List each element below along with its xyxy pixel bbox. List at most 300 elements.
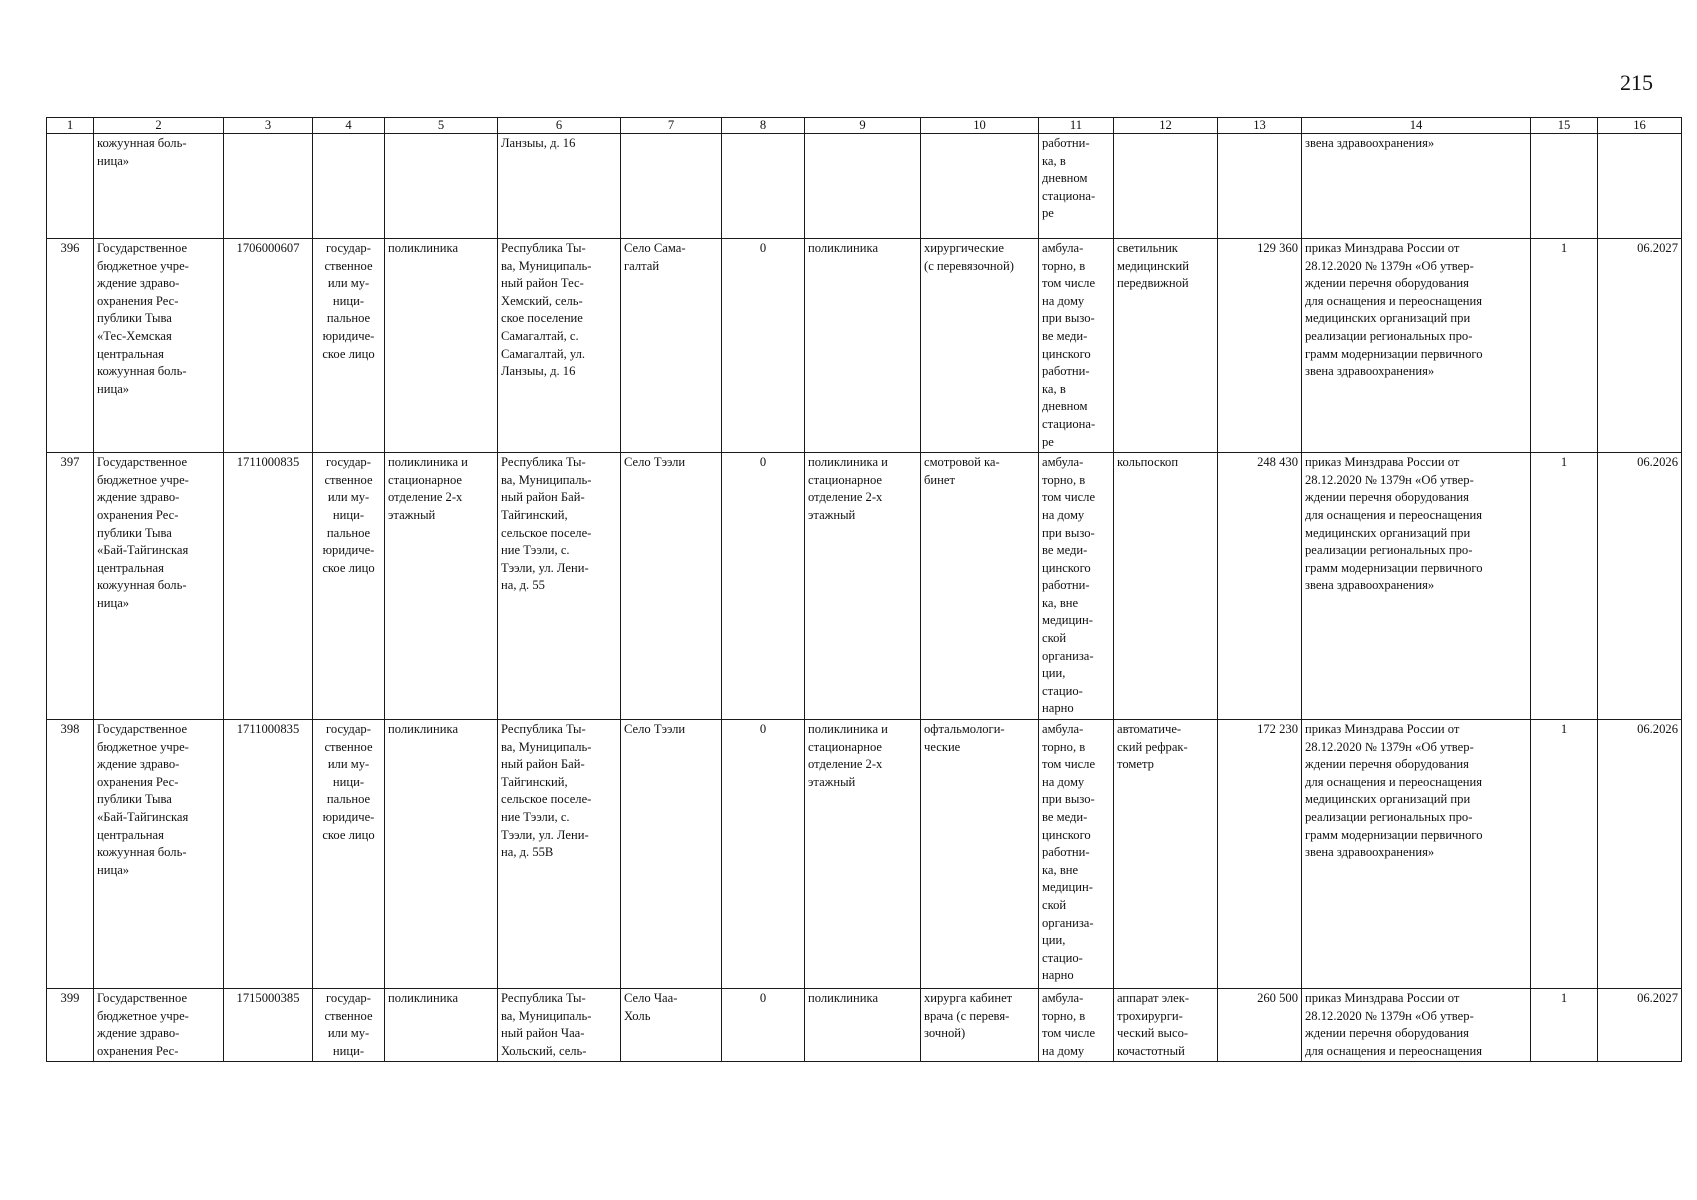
cell-line: ственное [324, 1008, 373, 1023]
cell-line: на дому [1042, 1043, 1085, 1058]
cell-line: для оснащения и переоснащения [1305, 507, 1483, 522]
cell-line: стацио- [1042, 950, 1083, 965]
cell-line: ское поселение [501, 311, 583, 326]
department-cell [805, 989, 921, 1062]
row-number-cell: 397 [47, 453, 94, 720]
inn-cell: 1711000835 [224, 720, 313, 989]
cell-line: ка, в [1042, 381, 1066, 396]
cell-line: кожуунная боль- [97, 578, 187, 593]
delivery-date-cell: 06.2026 [1598, 720, 1682, 989]
cell-line: поликлиника и [808, 722, 888, 737]
cell-line: ственное [324, 472, 373, 487]
cell-line: торно, в [1042, 1008, 1086, 1023]
cell-line: звена здравоохранения» [1305, 136, 1435, 150]
cell-line: ние Тээли, с. [501, 810, 570, 824]
price-cell: 260 500 [1218, 989, 1302, 1062]
price-cell: 172 230 [1218, 720, 1302, 989]
table-row [47, 453, 1682, 720]
equipment-name-cell [1114, 989, 1218, 1062]
distance-cell [722, 134, 805, 239]
cell-line: смотровой ка- [924, 455, 1000, 470]
cell-line: поликлиника и [388, 455, 468, 470]
building-type-cell [385, 720, 498, 989]
cell-line: Тайгинский, [501, 507, 568, 522]
address-cell [498, 989, 621, 1062]
cell-line: том числе [1042, 1026, 1096, 1041]
cell-line: амбула- [1042, 722, 1084, 737]
cell-line: государ- [326, 991, 371, 1006]
header-cell-2: 2 [94, 118, 224, 134]
cell-line: для оснащения и переоснащения [1305, 774, 1483, 789]
cell-line: охранения Рес- [97, 293, 179, 308]
building-type-cell [385, 134, 498, 239]
cell-line: сельское поселе- [501, 792, 592, 807]
cell-line: ре [1042, 206, 1054, 221]
cell-line: медицинских организаций при [1305, 792, 1471, 807]
cell-line: поликлиника и [808, 455, 888, 470]
legal-basis-cell [1302, 720, 1531, 989]
cell-line: ской [1042, 631, 1067, 646]
cell-line: Тээли, ул. Лени- [501, 560, 589, 575]
inn-cell: 1711000835 [224, 453, 313, 720]
header-cell-11: 11 [1039, 118, 1114, 134]
cell-line: при вызо- [1042, 311, 1095, 326]
row-number-cell: 396 [47, 239, 94, 453]
cell-line: ва, Муниципаль- [501, 472, 592, 487]
header-cell-8: 8 [722, 118, 805, 134]
cell-line: пальное [326, 525, 371, 540]
table-row [47, 720, 1682, 989]
room-type-cell [921, 720, 1039, 989]
room-type-cell [921, 989, 1039, 1062]
header-cell-3: 3 [224, 118, 313, 134]
delivery-date-cell [1598, 134, 1682, 239]
inn-cell: 1715000385 [224, 989, 313, 1062]
institution-name-cell [94, 134, 224, 239]
quantity-cell [1531, 134, 1598, 239]
cell-line: торно, в [1042, 258, 1086, 273]
cell-line: публики Тыва [97, 792, 172, 807]
header-cell-12: 12 [1114, 118, 1218, 134]
cell-line: государ- [326, 455, 371, 470]
legal-basis-cell [1302, 239, 1531, 453]
cell-line: стационарное [808, 472, 883, 487]
cell-line: юридиче- [322, 810, 375, 824]
cell-line: приказ Минздрава России от [1305, 455, 1460, 470]
cell-line: Тээли, ул. Лени- [501, 827, 589, 842]
cell-line: кожуунная боль- [97, 136, 187, 150]
cell-line: отделение 2-х [808, 490, 883, 505]
cell-line: ской [1042, 897, 1067, 912]
cell-line: амбула- [1042, 241, 1084, 255]
cell-line: ции, [1042, 666, 1066, 681]
settlement-cell [621, 239, 722, 453]
cell-line: при вызо- [1042, 792, 1095, 807]
cell-line: Хольский, сель- [501, 1043, 587, 1058]
cell-line: ре [1042, 434, 1054, 449]
cell-line: звена здравоохранения» [1305, 578, 1435, 593]
row-number-cell: 398 [47, 720, 94, 989]
cell-line: приказ Минздрава России от [1305, 722, 1460, 737]
cell-line: ции, [1042, 933, 1066, 948]
cell-line: юридиче- [322, 328, 375, 343]
quantity-cell: 1 [1531, 989, 1598, 1062]
legal-form-cell [313, 720, 385, 989]
equipment-name-cell [1114, 453, 1218, 720]
header-cell-6: 6 [498, 118, 621, 134]
cell-line: кочастотный [1117, 1043, 1185, 1058]
cell-line: охранения Рес- [97, 1043, 179, 1058]
cell-line: звена здравоохранения» [1305, 364, 1435, 379]
price-cell [1218, 134, 1302, 239]
cell-line: или му- [327, 276, 370, 291]
cell-line: стационарное [808, 739, 883, 754]
department-cell [805, 134, 921, 239]
cell-line: Государственное [97, 241, 188, 255]
address-cell [498, 720, 621, 989]
cell-line: ждение здраво- [97, 276, 180, 291]
institution-name-cell [94, 989, 224, 1062]
cell-line: ва, Муниципаль- [501, 739, 592, 754]
settlement-cell [621, 989, 722, 1062]
cell-line: Республика Ты- [501, 241, 586, 255]
header-cell-14: 14 [1302, 118, 1531, 134]
cell-line: или му- [327, 490, 370, 505]
cell-line: ници- [332, 507, 365, 522]
cell-line: ка, вне [1042, 862, 1079, 877]
delivery-date-cell: 06.2027 [1598, 989, 1682, 1062]
address-cell [498, 134, 621, 239]
cell-line: бюджетное учре- [97, 1008, 189, 1023]
care-conditions-cell [1039, 239, 1114, 453]
row-number-cell [47, 134, 94, 239]
cell-line: звена здравоохранения» [1305, 845, 1435, 860]
cell-line: Самагалтай, ул. [501, 346, 586, 361]
table-row [47, 134, 1682, 239]
cell-line: ский рефрак- [1117, 739, 1188, 754]
care-conditions-cell [1039, 989, 1114, 1062]
room-type-cell [921, 239, 1039, 453]
cell-line: ный район Тес- [501, 276, 584, 291]
page-number: 215 [1620, 70, 1653, 95]
equipment-name-cell [1114, 720, 1218, 989]
department-cell [805, 239, 921, 453]
cell-line: том числе [1042, 757, 1096, 772]
header-cell-5: 5 [385, 118, 498, 134]
cell-line: Село Тээли [624, 722, 686, 737]
cell-line: приказ Минздрава России от [1305, 241, 1460, 255]
cell-line: работни- [1042, 136, 1090, 150]
cell-line: приказ Минздрава России от [1305, 991, 1460, 1006]
building-type-cell [385, 239, 498, 453]
cell-line: автоматиче- [1117, 722, 1182, 737]
legal-form-cell [313, 453, 385, 720]
cell-line: «Бай-Тайгинская [97, 810, 189, 824]
cell-line: хирурга кабинет [924, 991, 1013, 1006]
row-number-cell: 399 [47, 989, 94, 1062]
cell-line: светильник [1117, 241, 1178, 255]
cell-line: ственное [324, 739, 373, 754]
cell-line: торно, в [1042, 472, 1086, 487]
legal-basis-cell [1302, 989, 1531, 1062]
cell-line: ный район Бай- [501, 757, 585, 772]
distance-cell: 0 [722, 239, 805, 453]
cell-line: трохирурги- [1117, 1008, 1183, 1023]
cell-line: медицинских организаций при [1305, 525, 1471, 540]
cell-line: ница» [97, 153, 130, 168]
cell-line: Хемский, сель- [501, 293, 583, 308]
cell-line: том числе [1042, 490, 1096, 505]
cell-line: передвижной [1117, 276, 1189, 291]
cell-line: Республика Ты- [501, 991, 586, 1006]
cell-line: кожуунная боль- [97, 364, 187, 379]
table-row [47, 989, 1682, 1062]
cell-line: Село Сама- [624, 241, 686, 255]
cell-line: работни- [1042, 845, 1090, 860]
cell-line: публики Тыва [97, 311, 172, 326]
cell-line: реализации региональных про- [1305, 810, 1473, 824]
legal-form-cell [313, 989, 385, 1062]
equipment-name-cell [1114, 239, 1218, 453]
cell-line: пальное [326, 792, 371, 807]
cell-line: на дому [1042, 507, 1085, 522]
header-cell-4: 4 [313, 118, 385, 134]
cell-line: медицинский [1117, 258, 1189, 273]
cell-line: охранения Рес- [97, 774, 179, 789]
cell-line: ве меди- [1042, 328, 1088, 343]
cell-line: медицинских организаций при [1305, 311, 1471, 326]
cell-line: Республика Ты- [501, 722, 586, 737]
cell-line: ка, вне [1042, 595, 1079, 610]
cell-line: ждении перечня оборудования [1305, 490, 1469, 505]
settlement-cell [621, 134, 722, 239]
cell-line: бюджетное учре- [97, 472, 189, 487]
cell-line: ждении перечня оборудования [1305, 1026, 1469, 1041]
cell-line: ское лицо [322, 827, 375, 842]
cell-line: 28.12.2020 № 1379н «Об утвер- [1305, 258, 1474, 273]
cell-line: поликлиника [808, 991, 879, 1006]
cell-line: на, д. 55В [501, 845, 554, 860]
cell-line: центральная [97, 346, 164, 361]
price-cell: 248 430 [1218, 453, 1302, 720]
cell-line: реализации региональных про- [1305, 328, 1473, 343]
cell-line: ва, Муниципаль- [501, 258, 592, 273]
cell-line: ный район Чаа- [501, 1026, 585, 1041]
cell-line: том числе [1042, 276, 1096, 291]
cell-line: поликлиника [388, 241, 459, 255]
cell-line: (с перевязочной) [924, 258, 1014, 273]
room-type-cell [921, 453, 1039, 720]
cell-line: Холь [624, 1008, 651, 1023]
cell-line: организа- [1042, 648, 1094, 663]
cell-line: на дому [1042, 774, 1085, 789]
cell-line: ка, в [1042, 153, 1066, 168]
price-cell: 129 360 [1218, 239, 1302, 453]
department-cell [805, 453, 921, 720]
care-conditions-cell [1039, 134, 1114, 239]
cell-line: стационарное [388, 472, 463, 487]
cell-line: ждение здраво- [97, 490, 180, 505]
cell-line: государ- [326, 241, 371, 255]
cell-line: амбула- [1042, 991, 1084, 1006]
cell-line: ждении перечня оборудования [1305, 276, 1469, 291]
cell-line: организа- [1042, 915, 1094, 930]
cell-line: поликлиника [388, 722, 459, 737]
cell-line: отделение 2-х [808, 757, 883, 772]
cell-line: Государственное [97, 455, 188, 470]
cell-line: сельское поселе- [501, 525, 592, 540]
cell-line: ве меди- [1042, 543, 1088, 558]
legal-form-cell [313, 239, 385, 453]
cell-line: Село Тээли [624, 455, 686, 470]
cell-line: ница» [97, 381, 130, 396]
legal-basis-cell [1302, 453, 1531, 720]
cell-line: тометр [1117, 757, 1154, 772]
cell-line: поликлиника [388, 991, 459, 1006]
distance-cell: 0 [722, 720, 805, 989]
cell-line: работни- [1042, 578, 1090, 593]
institution-name-cell [94, 239, 224, 453]
cell-line: ственное [324, 258, 373, 273]
header-cell-16: 16 [1598, 118, 1682, 134]
cell-line: цинского [1042, 827, 1091, 842]
cell-line: ческий высо- [1117, 1026, 1189, 1041]
cell-line: 28.12.2020 № 1379н «Об утвер- [1305, 472, 1474, 487]
cell-line: или му- [327, 1026, 370, 1041]
header-cell-10: 10 [921, 118, 1039, 134]
cell-line: Республика Ты- [501, 455, 586, 470]
cell-line: ждение здраво- [97, 1026, 180, 1041]
equipment-name-cell [1114, 134, 1218, 239]
building-type-cell [385, 989, 498, 1062]
quantity-cell: 1 [1531, 453, 1598, 720]
cell-line: нарно [1042, 968, 1074, 983]
cell-line: Тайгинский, [501, 774, 568, 789]
cell-line: ници- [332, 293, 365, 308]
cell-line: на дому [1042, 293, 1085, 308]
department-cell [805, 720, 921, 989]
column-number-header [47, 118, 1682, 134]
header-cell-7: 7 [621, 118, 722, 134]
care-conditions-cell [1039, 720, 1114, 989]
cell-line: медицин- [1042, 613, 1093, 628]
institution-name-cell [94, 720, 224, 989]
header-cell-9: 9 [805, 118, 921, 134]
cell-line: ници- [332, 1043, 365, 1058]
cell-line: этажный [808, 507, 856, 522]
cell-line: Самагалтай, с. [501, 328, 579, 343]
cell-line: государ- [326, 722, 371, 737]
table-row [47, 239, 1682, 453]
cell-line: кольпоскоп [1117, 455, 1179, 470]
cell-line: амбула- [1042, 455, 1084, 470]
cell-line: Государственное [97, 991, 188, 1006]
quantity-cell: 1 [1531, 239, 1598, 453]
cell-line: офтальмологи- [924, 722, 1005, 737]
inn-cell [224, 134, 313, 239]
header-cell-15: 15 [1531, 118, 1598, 134]
cell-line: этажный [388, 507, 436, 522]
cell-line: дневном [1042, 399, 1088, 414]
cell-line: ское лицо [322, 560, 375, 575]
cell-line: галтай [624, 258, 660, 273]
equipment-table [46, 117, 1682, 1062]
cell-line: реализации региональных про- [1305, 543, 1473, 558]
cell-line: ница» [97, 595, 130, 610]
settlement-cell [621, 720, 722, 989]
cell-line: поликлиника [808, 241, 879, 255]
cell-line: «Бай-Тайгинская [97, 543, 189, 558]
cell-line: нарно [1042, 701, 1074, 716]
cell-line: для оснащения и переоснащения [1305, 293, 1483, 308]
inn-cell: 1706000607 [224, 239, 313, 453]
care-conditions-cell [1039, 453, 1114, 720]
cell-line: ние Тээли, с. [501, 543, 570, 558]
cell-line: пальное [326, 311, 371, 326]
cell-line: публики Тыва [97, 525, 172, 540]
cell-line: Село Чаа- [624, 991, 678, 1006]
cell-line: стацио- [1042, 683, 1083, 698]
cell-line: работни- [1042, 364, 1090, 379]
cell-line: бюджетное учре- [97, 739, 189, 754]
cell-line: кожуунная боль- [97, 845, 187, 860]
cell-line: аппарат элек- [1117, 991, 1190, 1006]
cell-line: 28.12.2020 № 1379н «Об утвер- [1305, 1008, 1474, 1023]
cell-line: ница» [97, 862, 130, 877]
cell-line: стациона- [1042, 416, 1096, 431]
cell-line: ный район Бай- [501, 490, 585, 505]
cell-line: цинского [1042, 560, 1091, 575]
cell-line: стациона- [1042, 188, 1096, 203]
cell-line: «Тес-Хемская [97, 328, 172, 343]
header-cell-13: 13 [1218, 118, 1302, 134]
cell-line: врача (с перевя- [924, 1008, 1010, 1023]
cell-line: хирургические [924, 241, 1004, 255]
distance-cell: 0 [722, 453, 805, 720]
cell-line: медицин- [1042, 880, 1093, 895]
institution-name-cell [94, 453, 224, 720]
address-cell [498, 239, 621, 453]
cell-line: или му- [327, 757, 370, 772]
legal-basis-cell [1302, 134, 1531, 239]
address-cell [498, 453, 621, 720]
cell-line: ское лицо [322, 346, 375, 361]
cell-line: отделение 2-х [388, 490, 463, 505]
cell-line: на, д. 55 [501, 578, 545, 593]
cell-line: ждении перечня оборудования [1305, 757, 1469, 772]
cell-line: ве меди- [1042, 810, 1088, 824]
cell-line: торно, в [1042, 739, 1086, 754]
cell-line: для оснащения и переоснащения [1305, 1043, 1483, 1058]
cell-line: Государственное [97, 722, 188, 737]
cell-line: бинет [924, 472, 955, 487]
cell-line: юридиче- [322, 543, 375, 558]
building-type-cell [385, 453, 498, 720]
cell-line: Ланзыы, д. 16 [501, 364, 576, 379]
settlement-cell [621, 453, 722, 720]
cell-line: центральная [97, 560, 164, 575]
quantity-cell: 1 [1531, 720, 1598, 989]
cell-line: при вызо- [1042, 525, 1095, 540]
legal-form-cell [313, 134, 385, 239]
cell-line: ждение здраво- [97, 757, 180, 772]
cell-line: 28.12.2020 № 1379н «Об утвер- [1305, 739, 1474, 754]
room-type-cell [921, 134, 1039, 239]
cell-line: дневном [1042, 171, 1088, 186]
cell-line: ници- [332, 774, 365, 789]
cell-line: этажный [808, 774, 856, 789]
distance-cell: 0 [722, 989, 805, 1062]
